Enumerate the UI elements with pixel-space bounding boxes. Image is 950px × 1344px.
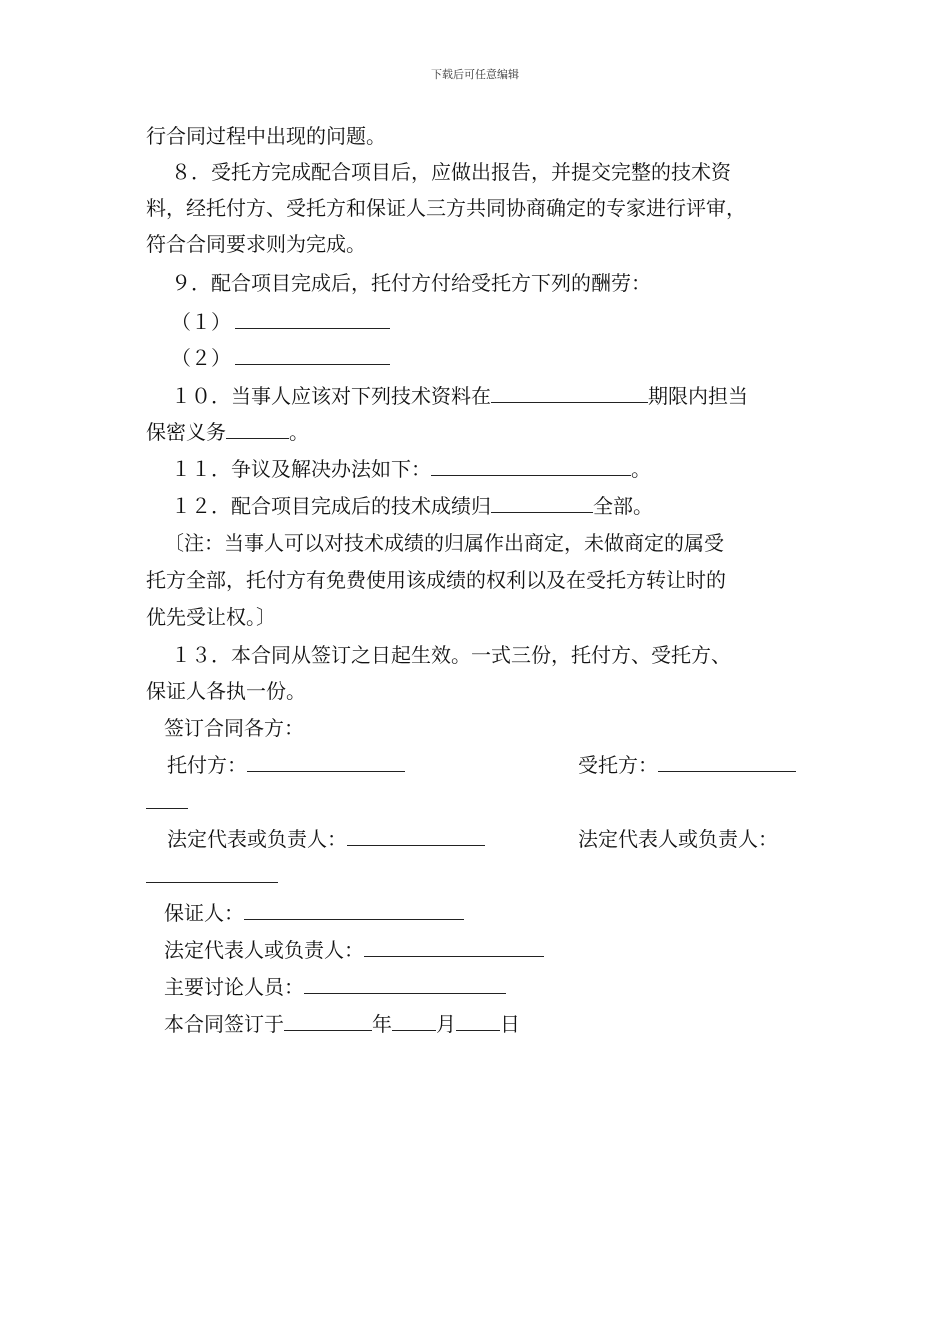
- guarantor-label: 保证人：: [164, 901, 244, 925]
- page-header: 下载后可任意编辑: [431, 68, 519, 81]
- clause-8-line-3: 符合合同要求则为完成。: [146, 232, 366, 256]
- clause-13-line-2: 保证人各执一份。: [146, 679, 306, 703]
- legal-rep-entrusted-label: 法定代表人或负责人：: [578, 827, 778, 851]
- year-label: 年: [372, 1012, 392, 1036]
- main-discussants: [164, 975, 506, 999]
- guarantor-legal-rep-label: 法定代表人或负责人：: [164, 938, 364, 962]
- confidential-period-blank[interactable]: [491, 384, 648, 403]
- note-line-3: 优先受让权。〕: [146, 605, 276, 629]
- entrusted-party: [578, 753, 796, 777]
- legal-rep-entrusted-blank[interactable]: [146, 864, 278, 883]
- guarantor-legal-rep: [164, 938, 544, 962]
- legal-rep-entrusted-continuation: [146, 864, 278, 888]
- clause-12: [171, 494, 653, 518]
- legal-rep-entrusting-blank[interactable]: [347, 827, 485, 846]
- parties-heading: 签订合同各方：: [164, 716, 304, 740]
- legal-rep-entrusted: [578, 827, 778, 851]
- clause-10-text-a: １０．当事人应该对下列技术资料在: [171, 384, 491, 408]
- entrusting-party-label: 托付方：: [167, 753, 247, 777]
- dispute-resolution-blank[interactable]: [431, 457, 631, 476]
- note-line-2: 托方全部，托付方有免费使用该成绩的权利以及在受托方转让时的: [146, 568, 726, 592]
- clause-10-text-d: 。: [289, 420, 309, 444]
- clause-12-end: 全部。: [593, 494, 653, 518]
- clause-10-text-b: 期限内担当: [648, 384, 748, 408]
- guarantor-legal-rep-blank[interactable]: [364, 938, 544, 957]
- clause-11-text: １１．争议及解决办法如下：: [171, 457, 431, 481]
- payment-item-1-label: （１）: [171, 310, 231, 334]
- tech-result-owner-blank[interactable]: [491, 494, 593, 513]
- entrusting-party: [167, 753, 405, 777]
- signing-date: [164, 1012, 520, 1036]
- clause-8-line-2: 料，经托付方、受托方和保证人三方共同协商确定的专家进行评审，: [146, 196, 746, 220]
- main-discussants-label: 主要讨论人员：: [164, 975, 304, 999]
- legal-rep-entrusting: [167, 827, 485, 851]
- month-label: 月: [436, 1012, 456, 1036]
- entrusted-party-blank-cont[interactable]: [146, 790, 188, 809]
- text-line: 行合同过程中出现的问题。: [146, 124, 386, 148]
- clause-13-line-1: １３．本合同从签订之日起生效。一式三份，托付方、受托方、: [171, 643, 731, 667]
- payment-item-1: [171, 310, 390, 334]
- entrusted-party-label: 受托方：: [578, 753, 658, 777]
- clause-8-line-1: ８．受托方完成配合项目后，应做出报告，并提交完整的技术资: [171, 160, 731, 184]
- legal-rep-entrusting-label: 法定代表或负责人：: [167, 827, 347, 851]
- clause-10-text-c: 保密义务: [146, 420, 226, 444]
- clause-11-end: 。: [631, 457, 651, 481]
- clause-9: ９．配合项目完成后，托付方付给受托方下列的酬劳：: [171, 271, 651, 295]
- payment-item-1-blank[interactable]: [235, 310, 390, 329]
- clause-11: [171, 457, 651, 481]
- guarantor-blank[interactable]: [244, 901, 464, 920]
- guarantor: [164, 901, 464, 925]
- clause-10-line-1: [171, 384, 748, 408]
- payment-item-2-label: （２）: [171, 346, 231, 370]
- payment-item-2: [171, 346, 390, 370]
- main-discussants-blank[interactable]: [304, 975, 506, 994]
- entrusted-party-continuation: [146, 790, 188, 814]
- note-line-1: 〔注：当事人可以对技术成绩的归属作出商定，未做商定的属受: [164, 531, 724, 555]
- day-blank[interactable]: [456, 1012, 500, 1031]
- entrusting-party-blank[interactable]: [247, 753, 405, 772]
- clause-10-line-2: [146, 420, 309, 444]
- payment-item-2-blank[interactable]: [235, 346, 390, 365]
- day-label: 日: [500, 1012, 520, 1036]
- entrusted-party-blank[interactable]: [658, 753, 796, 772]
- confidential-duty-blank[interactable]: [226, 420, 289, 439]
- month-blank[interactable]: [392, 1012, 436, 1031]
- signing-date-label: 本合同签订于: [164, 1012, 284, 1036]
- clause-12-text: １２．配合项目完成后的技术成绩归: [171, 494, 491, 518]
- year-blank[interactable]: [284, 1012, 372, 1031]
